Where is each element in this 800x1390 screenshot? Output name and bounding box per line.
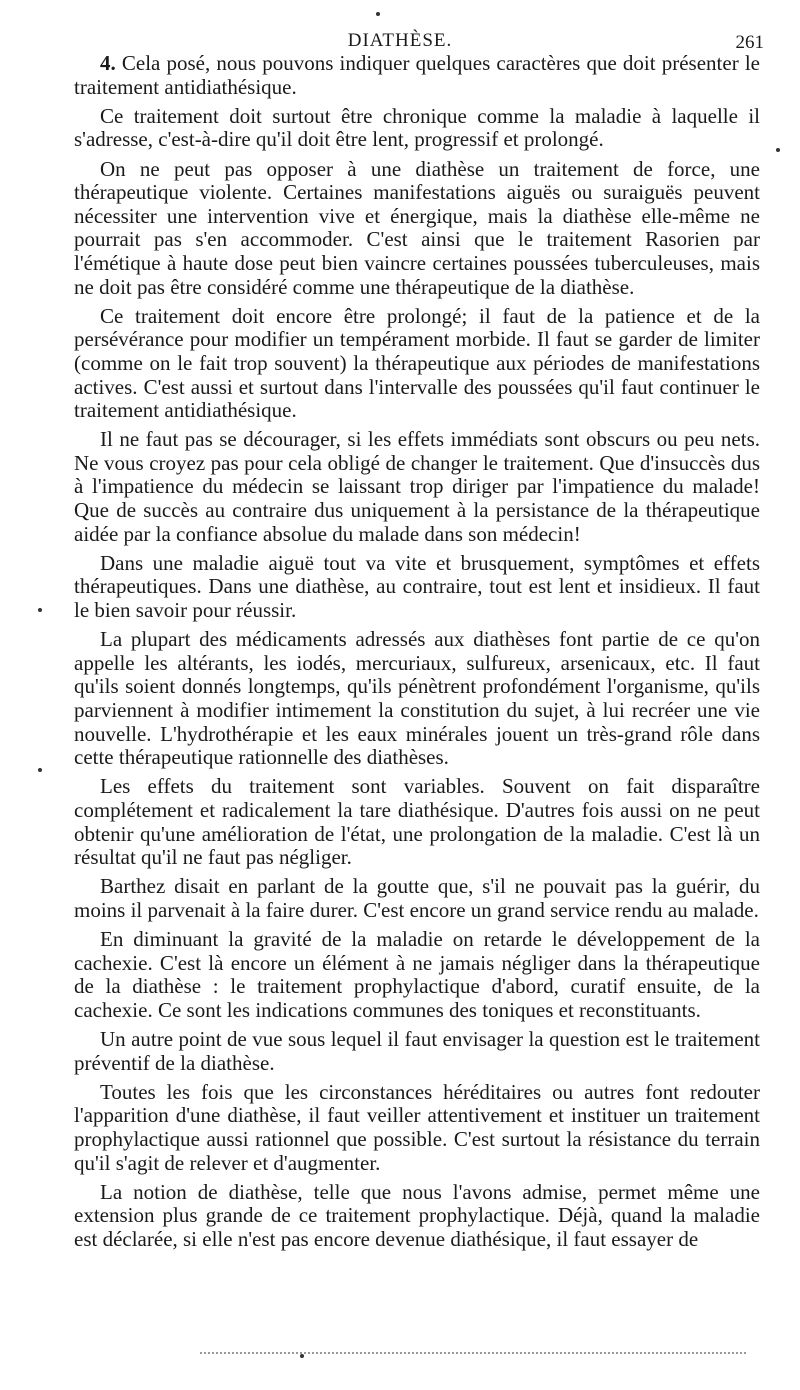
- paragraph-2: Ce traitement doit surtout être chronique comme la maladie à laquelle il s'adresse, c'est-à-dire qu'il doit être lent, progressif et prolongé.: [74, 103, 760, 152]
- paragraph-9: Barthez disait en parlant de la goutte que, s'il ne pouvait pas la guérir, du moins il parvenait à la faire durer. C'est encore un grand service rendu au malade.: [74, 874, 760, 922]
- ink-speck: [38, 608, 42, 612]
- page-number: 261: [735, 32, 764, 53]
- paragraph-8: Les effets du traitement sont variables. Souvent on fait disparaître complétement et radicalement la tare diathésique. D'autres fois aussi on ne peut obtenir qu'une amélioration de l'état, une prolongation de la maladie. C'est là un résultat qu'il ne faut pas négliger.: [74, 774, 760, 870]
- running-title: DIATHÈSE.: [347, 30, 453, 51]
- ink-speck: [376, 12, 380, 16]
- footer-marks: [200, 1352, 746, 1358]
- paragraph-text: Cela posé, nous pouvons indiquer quelques caractères que doit présenter le traitement antidiathésique.: [74, 51, 760, 99]
- paragraph-3: On ne peut pas opposer à une diathèse un traitement de force, une thérapeutique violente. Certaines manifestations aiguës ou suraiguës peuvent nécessiter une intervention vive et énergique, mais la diathèse elle-même ne pourrait pas s'en accommoder. C'est ainsi que le traitement Rasorien par l'émétique à haute dose peut bien vaincre certaines poussées tuberculeuses, mais ne doit pas être considéré comme une thérapeutique de la diathèse.: [74, 156, 760, 299]
- paragraph-13: La notion de diathèse, telle que nous l'avons admise, permet même une extension plus grande de ce traitement prophylactique. Déjà, quand la maladie est déclarée, si elle n'est pas encore devenue diathésique, il faut essayer de: [74, 1179, 760, 1252]
- paragraph-12: Toutes les fois que les circonstances héréditaires ou autres font redouter l'apparition d'une diathèse, il faut veiller attentivement et instituer un traitement prophylactique aussi rationnel que possible. C'est surtout la résistance du terrain qu'il s'agit de relever et d'augmenter.: [74, 1079, 760, 1175]
- ink-speck: [38, 768, 42, 772]
- paragraph-6: Dans une maladie aiguë tout va vite et brusquement, symptômes et effets thérapeutiques. Dans une diathèse, au contraire, tout est lent et insidieux. Il faut le bien savoir pour réussir.: [74, 550, 760, 623]
- paragraph-1: [74, 52, 760, 99]
- paragraph-11: Un autre point de vue sous lequel il faut envisager la question est le traitement préventif de la diathèse.: [74, 1027, 760, 1075]
- body-text: [74, 52, 760, 1257]
- paragraph-10: En diminuant la gravité de la maladie on retarde le développement de la cachexie. C'est là encore un élément à ne jamais négliger dans la thérapeutique de la diathèse : le traitement prophylactique d'abord, curatif ensuite, de la cachexie. Ce sont les indications communes des toniques et reconstituants.: [74, 927, 760, 1022]
- section-number: 4.: [100, 51, 116, 75]
- ink-speck: [776, 148, 780, 152]
- paragraph-7: La plupart des médicaments adressés aux diathèses font partie de ce qu'on appelle les altérants, les iodés, mercuriaux, sulfureux, arsenicaux, etc. Il faut qu'ils soient donnés longtemps, qu'ils pénètrent profondément l'organisme, qu'ils parviennent à modifier intimement la constitution du sujet, à lui recréer une vie nouvelle. L'hydrothérapie et les eaux minérales jouent un très-grand rôle dans cette thérapeutique rationnelle des diathèses.: [74, 627, 760, 770]
- paragraph-5: Il ne faut pas se décourager, si les effets immédiats sont obscurs ou peu nets. Ne vous croyez pas pour cela obligé de changer le traitement. Que d'insuccès dus à l'impatience du médecin se laissant trop diriger par l'impatience du malade! Que de succès au contraire dus uniquement à la persistance de la thérapeutique aidée par la confiance absolue du malade dans son médecin!: [74, 427, 760, 546]
- paragraph-4: Ce traitement doit encore être prolongé; il faut de la patience et de la persévérance pour modifier un tempérament morbide. Il faut se garder de limiter (comme on le fait trop souvent) la thérapeutique aux périodes de manifestations actives. C'est aussi et surtout dans l'intervalle des poussées qu'il faut continuer le traitement antidiathésique.: [74, 303, 760, 423]
